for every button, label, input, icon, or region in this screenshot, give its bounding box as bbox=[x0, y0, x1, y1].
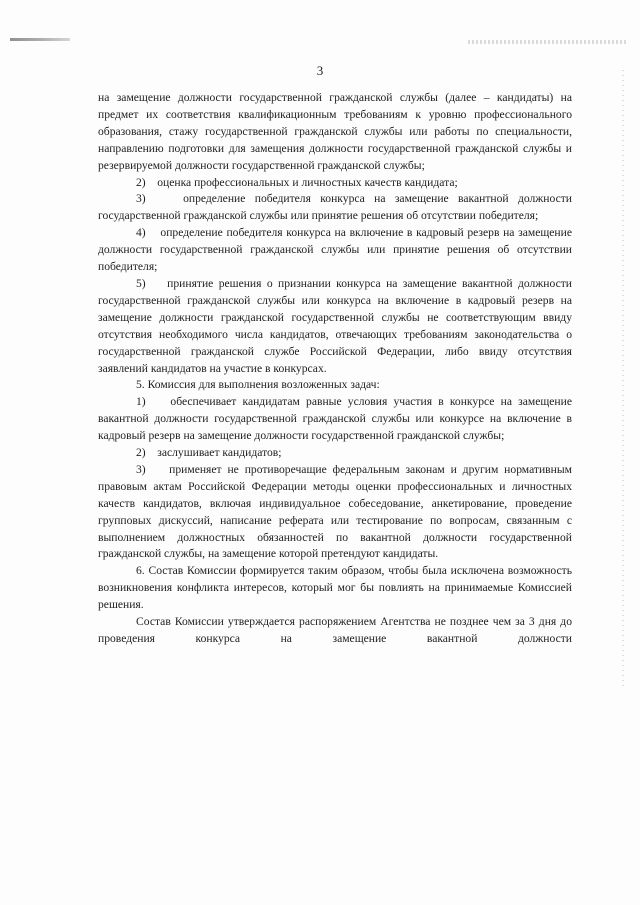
duty-item-3-assessment-methods: 3) применяет не противоречащие федеральным законам и другим нормативным правовым актам Российской Федерации методы оценки профессиональных и личностных качеств кандидатов, включая индивидуальное собеседование, анкетирование, проведение групповых дискуссий, написание реферата или тестирование по вопросам, связанным с выполнением должностных обязанностей по вакантной должности государственной гражданской службы, на замещение которой претендуют кандидаты. bbox=[98, 462, 572, 561]
list-item-2-assessment: 2) оценка профессиональных и личностных качеств кандидата; bbox=[136, 175, 458, 189]
section-6-composition: 6. Состав Комиссии формируется таким образом, чтобы была исключена возможность возникновения конфликта интересов, который мог бы повлиять на принимаемые Комиссией решения. bbox=[98, 564, 572, 612]
section-5-heading: 5. Комиссия для выполнения возложенных задач: bbox=[136, 378, 380, 392]
list-item-3-vacancy-winner: 3) определение победителя конкурса на замещение вакантной должности государственной гражданской службы или принятие решения об отсутствии победителя; bbox=[98, 192, 572, 223]
paragraph-continuation: на замещение должности государственной гражданской службы (далее – кандидаты) на предмет их соответствия квалификационным требованиям к уровню профессионального образования, стажу государственной гражданской службы или работы по специальности, направлению подготовки для замещения должности государственной гражданской службы и резервируемой должности государственной гражданской службы; bbox=[98, 91, 572, 172]
document-body bbox=[98, 90, 572, 648]
scan-artifact-top-right bbox=[468, 40, 628, 44]
duty-item-1-equal-conditions: 1) обеспечивает кандидатам равные условия участия в конкурсе на замещение вакантной должности государственной гражданской службы или конкурсе на включение в кадровый резерв на замещение должности государственной гражданской службы; bbox=[98, 395, 572, 443]
list-item-5-invalid-competition: 5) принятие решения о признании конкурса на замещение вакантной должности государственной гражданской службы или конкурса на включение в кадровый резерв на замещение должности гражданской государственной службы не соответствующим ввиду отсутствия необходимого числа кандидатов, отвечающих требованиям законодательства о государственной гражданской службе Российской Федерации, либо ввиду отсутствия заявлений кандидатов на участие в конкурсах. bbox=[98, 276, 572, 375]
composition-approval: Состав Комиссии утверждается распоряжением Агентства не позднее чем за 3 дня до проведения конкурса на замещение вакантной должности bbox=[98, 615, 572, 645]
scan-artifact-right-edge bbox=[622, 70, 624, 690]
page-number: 3 bbox=[316, 63, 324, 78]
scan-artifact-top-left bbox=[10, 38, 70, 41]
list-item-4-reserve-winner: 4) определение победителя конкурса на включение в кадровый резерв на замещение должности государственной гражданской службы или принятие решения об отсутствии победителя; bbox=[98, 226, 572, 274]
duty-item-2-hearing: 2) заслушивает кандидатов; bbox=[136, 446, 282, 460]
